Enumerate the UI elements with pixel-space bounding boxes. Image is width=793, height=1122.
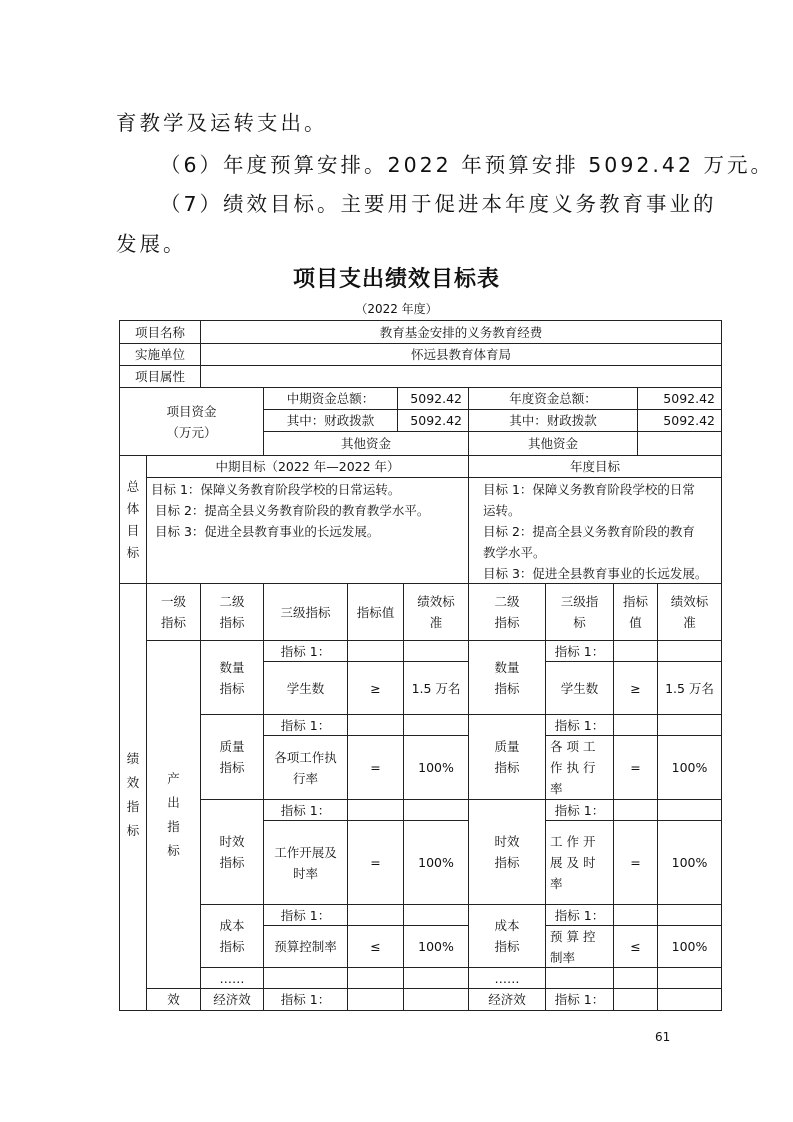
standard-mid: 100% [418, 760, 454, 775]
level2-quality-annual: 质量 指标 [494, 739, 520, 775]
level2-quality: 质量 指标 [219, 739, 245, 775]
mid-goals-text [151, 479, 467, 542]
benefit-item-annual: 指标 1： [554, 992, 605, 1007]
level3-mid: 预算控制率 [274, 939, 337, 954]
performance-indicators-label: 绩 效 指 标 [126, 751, 140, 838]
item-label: 指标 1： [280, 802, 331, 818]
level2-cost-annual: 成本 指标 [494, 918, 520, 954]
level3-annual: 各 项 工 作 执 行 率 [550, 739, 596, 796]
annual-fiscal-value: 5092.42 [663, 413, 715, 428]
level2-timeliness-annual: 时效 指标 [494, 834, 520, 870]
project-name-label: 项目名称 [134, 324, 185, 340]
annual-goal-line: 目标 2：提高全县义务教育阶段的教育 [483, 524, 695, 539]
header-level2: 二级 指标 [219, 594, 245, 630]
mid-goals-header: 中期目标（2022 年—2022 年） [215, 459, 400, 474]
mid-goal-line: 目标 2：提高全县义务教育阶段的教育教学水平。 [151, 503, 430, 518]
benefit-level2: 经济效 [213, 992, 251, 1007]
operator-mid: = [370, 760, 381, 775]
table-title: 项目支出绩效目标表 [292, 267, 500, 292]
operator-mid: ≥ [370, 680, 381, 696]
project-attribute-label: 项目属性 [134, 369, 185, 384]
header-level1: 一级 指标 [160, 594, 186, 630]
item-label: 指标 1： [280, 907, 331, 923]
mid-fiscal-label: 其中：财政拨款 [286, 413, 375, 428]
operator-annual: = [630, 760, 641, 775]
standard-mid: 1.5 万名 [411, 680, 461, 696]
annual-total-value: 5092.42 [663, 391, 715, 406]
paragraph-4: 发展。 [116, 232, 187, 256]
item-label-annual: 指标 1： [554, 717, 605, 733]
annual-goal-line: 目标 3：促进全县教育事业的长远发展。 [483, 566, 708, 581]
level2-quantity: 数量 指标 [219, 659, 245, 696]
mid-other-label: 其他资金 [340, 436, 391, 451]
level3-annual: 学生数 [560, 680, 599, 696]
year-note: （2022 年度） [355, 302, 438, 316]
header-level3: 三级指标 [280, 604, 331, 620]
paragraph-1: 育教学及运转支出。 [116, 111, 328, 135]
level2-timeliness: 时效 指标 [219, 834, 245, 870]
standard-annual: 100% [671, 939, 708, 954]
item-label: 指标 1： [280, 643, 331, 659]
item-label-annual: 指标 1： [554, 907, 605, 923]
paragraph-3: （7）绩效目标。主要用于促进本年度义务教育事业的 [160, 192, 717, 216]
annual-other-label: 其他资金 [527, 436, 578, 451]
project-funds-label: 项目资金 （万元） [166, 403, 217, 440]
ellipsis-mid: …… [219, 970, 245, 986]
annual-goal-line: 教学水平。 [483, 545, 546, 560]
overall-goals-label: 总 体 目 标 [126, 478, 140, 560]
output-indicators-label: 产 出 指 标 [167, 771, 180, 858]
page-number: 61 [655, 1030, 671, 1044]
operator-annual: ≥ [630, 680, 641, 696]
benefit-item: 指标 1： [280, 992, 331, 1007]
header-standard: 绩效标 准 [417, 594, 455, 630]
project-attribute-value [201, 366, 721, 387]
level3-mid: 工作开展及 时率 [274, 844, 337, 881]
item-label-annual: 指标 1： [554, 643, 605, 659]
mid-total-value: 5092.42 [410, 391, 462, 406]
standard-annual: 100% [671, 855, 708, 870]
level2-quantity-annual: 数量 指标 [494, 659, 520, 696]
benefit-indicators-label: 效 [167, 992, 180, 1007]
mid-fiscal-value: 5092.42 [410, 413, 462, 428]
annual-total-label: 年度资金总额： [509, 391, 597, 406]
level3-mid: 学生数 [286, 680, 325, 696]
ellipsis-annual: …… [494, 970, 520, 986]
header-value: 指标值 [356, 604, 395, 620]
standard-mid: 100% [418, 855, 454, 870]
implementing-unit-value: 怀远县教育体育局 [410, 347, 511, 362]
operator-annual: ≤ [630, 939, 641, 954]
project-name-value: 教育基金安排的义务教育经费 [379, 324, 543, 340]
header-standard-annual: 绩效标 准 [670, 594, 709, 630]
level3-mid: 各项工作执 行率 [274, 749, 337, 786]
operator-annual: = [630, 855, 641, 870]
annual-goal-line: 目标 1：保障义务教育阶段学校的日常 [483, 482, 695, 497]
standard-mid: 100% [418, 939, 454, 954]
level2-cost: 成本 指标 [219, 918, 245, 954]
paragraph-2: （6）年度预算安排。2022 年预算安排 5092.42 万元。 [160, 153, 775, 177]
item-label: 指标 1： [280, 717, 331, 733]
header-level3-annual: 三级指 标 [560, 594, 599, 630]
standard-annual: 1.5 万名 [665, 680, 714, 696]
annual-fiscal-label: 其中：财政拨款 [509, 413, 597, 428]
annual-goals-header: 年度目标 [569, 459, 620, 474]
annual-goal-line: 运转。 [483, 503, 521, 518]
mid-goal-line: 目标 1：保障义务教育阶段学校的日常运转。 [151, 482, 401, 497]
mid-total-label: 中期资金总额： [286, 391, 375, 406]
mid-goal-line: 目标 3：促进全县教育事业的长远发展。 [151, 524, 380, 539]
operator-mid: ≤ [370, 939, 381, 954]
annual-goals-text [483, 479, 719, 584]
level3-annual: 预 算 控 制率 [550, 928, 596, 965]
header-value-annual: 指标 值 [622, 594, 648, 630]
benefit-level2-annual: 经济效 [488, 992, 526, 1007]
item-label-annual: 指标 1： [554, 802, 605, 818]
implementing-unit-label: 实施单位 [134, 347, 185, 362]
standard-annual: 100% [671, 760, 708, 775]
operator-mid: = [370, 855, 381, 870]
level3-annual: 工 作 开 展 及 时 率 [550, 834, 596, 891]
header-level2-annual: 二级 指标 [494, 594, 520, 630]
